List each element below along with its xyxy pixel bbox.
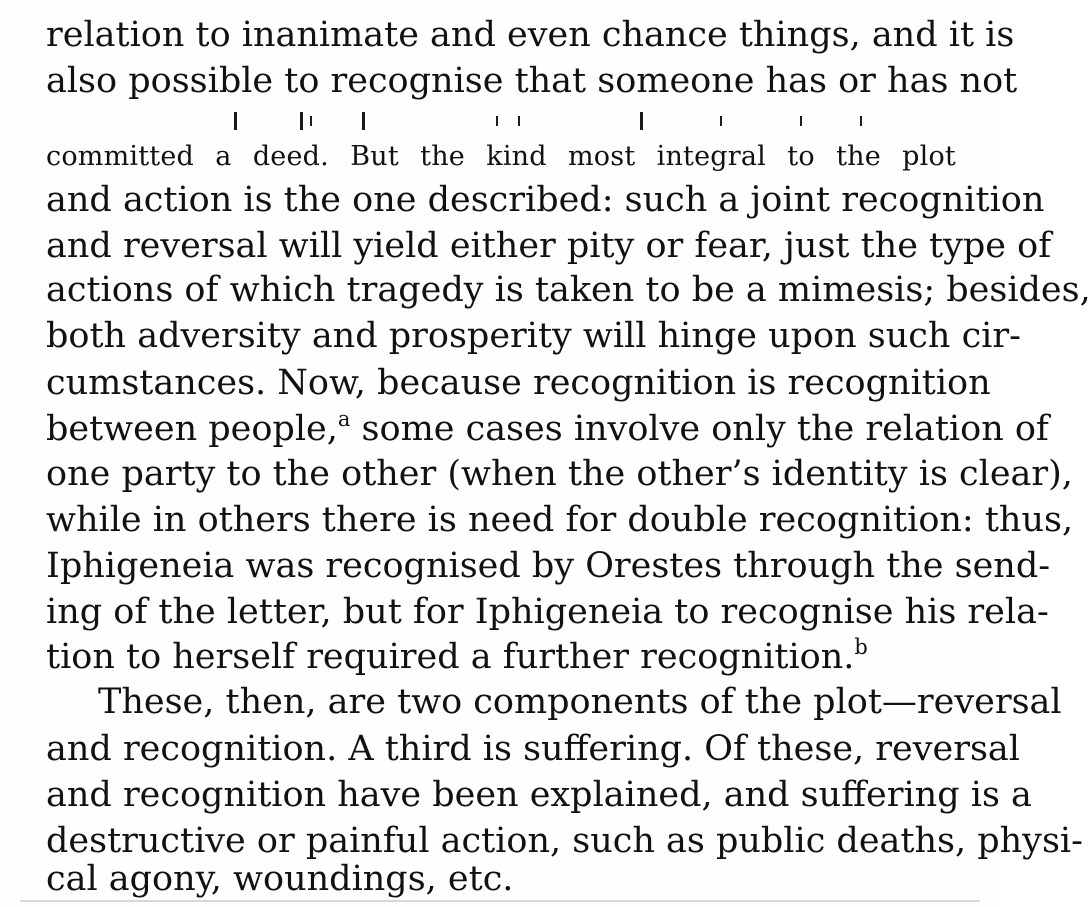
text-line-3: committed a deed. But the kind most integral to the plot	[46, 141, 956, 172]
text-line-1: relation to inanimate and even chance things, and it is	[46, 15, 1015, 55]
text-line-9-start: between people,	[46, 409, 338, 449]
text-line-5: and reversal will yield either pity or fear, just the type of	[46, 226, 1052, 266]
text-line-7: both adversity and prosperity will hinge upon such cir-	[46, 316, 1021, 356]
print-artifact-marks	[200, 112, 900, 132]
text-line-19: cal agony, woundings, etc.	[46, 859, 514, 899]
text-line-4: and action is the one described: such a joint recognition	[46, 180, 1045, 220]
text-line-2: also possible to recognise that someone has or has not	[46, 61, 1018, 101]
text-line-18: destructive or painful action, such as public deaths, physi-	[46, 821, 1083, 861]
text-line-16: and recognition. A third is suffering. Of these, reversal	[46, 729, 1020, 769]
text-line-9	[46, 406, 1049, 452]
text-line-8: cumstances. Now, because recognition is recognition	[46, 363, 991, 403]
text-line-12: Iphigeneia was recognised by Orestes through the send-	[46, 546, 1051, 586]
text-line-14	[46, 634, 868, 680]
text-line-14-text: tion to herself required a further recognition.	[46, 637, 855, 677]
text-line-11: while in others there is need for double recognition: thus,	[46, 500, 1074, 540]
text-line-6: actions of which tragedy is taken to be a mimesis; besides,	[46, 270, 1091, 310]
text-line-9-rest: some cases involve only the relation of	[350, 409, 1049, 449]
text-line-13: ing of the letter, but for Iphigeneia to recognise his rela-	[46, 592, 1049, 632]
text-line-15: These, then, are two components of the plot—reversal	[98, 682, 1062, 722]
text-line-10: one party to the other (when the other’s identity is clear),	[46, 454, 1073, 494]
footnote-marker-a: a	[337, 407, 351, 431]
scan-edge-line	[20, 900, 980, 902]
text-line-17: and recognition have been explained, and suffering is a	[46, 775, 1032, 815]
footnote-marker-b: b	[854, 635, 868, 659]
